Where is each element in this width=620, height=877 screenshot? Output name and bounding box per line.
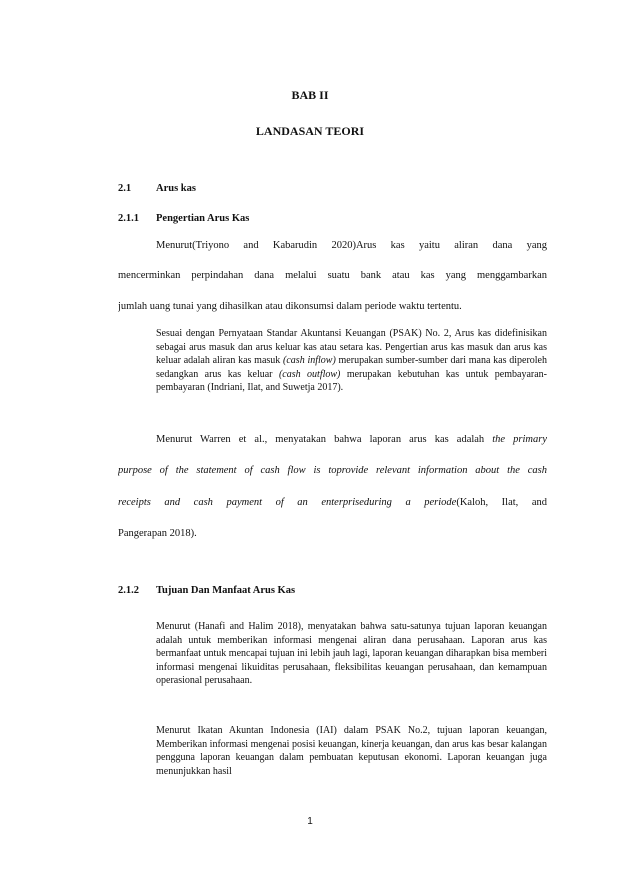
section-title: Pengertian Arus Kas	[156, 213, 250, 224]
paragraph-line: jumlah uang tunai yang dihasilkan atau dikonsumsi dalam periode waktu tertentu.	[118, 301, 462, 312]
section-number: 2.1	[118, 183, 132, 194]
paragraph-line: purpose of the statement of cash flow is toprovide relevant information about the cash	[118, 465, 547, 476]
section-2-1-1-heading	[118, 213, 250, 224]
section-number: 2.1.1	[118, 213, 139, 224]
section-2-1-2-heading	[118, 585, 296, 596]
paragraph-line: mencerminkan perpindahan dana melalui suatu bank atau kas yang menggambarkan	[118, 270, 547, 281]
paragraph-line: Pangerapan 2018).	[118, 528, 197, 539]
page-number: 1	[307, 816, 313, 827]
block-quote-hanafi: Menurut (Hanafi and Halim 2018), menyatakan bahwa satu-satunya tujuan laporan keuangan adalah untuk memberikan informasi mengenai aliran dana perusahaan. Laporan arus kas bermanfaat untuk mencapai tujuan ini lebih jauh lagi, laporan keuangan diharapkan bisa memberi informasi mengenai likuiditas perusahaan, fleksibilitas keuangan perusahaan, dan kemampuan operasional perusahaan.	[156, 621, 547, 686]
section-number: 2.1.2	[118, 585, 139, 596]
chapter-title: LANDASAN TEORI	[255, 124, 365, 138]
paragraph-line: Menurut(Triyono and Kabarudin 2020)Arus kas yaitu aliran dana yang	[156, 240, 547, 251]
paragraph-line: Menurut Warren et al., menyatakan bahwa laporan arus kas adalah the primary	[156, 434, 547, 445]
chapter-number: BAB II	[291, 88, 329, 102]
section-2-1-heading	[118, 183, 196, 194]
block-quote-psak: Sesuai dengan Pernyataan Standar Akuntansi Keuangan (PSAK) No. 2, Arus kas didefinisikan sebagai arus masuk dan arus keluar kas atau setara kas. Pengertian arus kas masuk dan arus kas keluar adalah aliran kas masuk (cash inflow) merupakan sumber-sumber dari mana kas diperoleh sedangkan arus kas keluar (cash outflow) merupakan kebutuhan kas untuk pembayaran-pembayaran (Indriani, Ilat, and Suwetja 2017).	[156, 328, 548, 393]
section-title: Arus kas	[156, 183, 196, 194]
paragraph-line: receipts and cash payment of an enterpriseduring a periode(Kaloh, Ilat, and	[118, 497, 547, 508]
section-title: Tujuan Dan Manfaat Arus Kas	[156, 585, 296, 596]
block-quote-iai: Menurut Ikatan Akuntan Indonesia (IAI) dalam PSAK No.2, tujuan laporan keuangan, Memberikan informasi mengenai posisi keuangan, kinerja keuangan, dan arus kas besar kalangan pengguna laporan keuangan dalam pembuatan keputusan ekonomi. Laporan keuangan juga menunjukkan hasil	[156, 725, 547, 777]
